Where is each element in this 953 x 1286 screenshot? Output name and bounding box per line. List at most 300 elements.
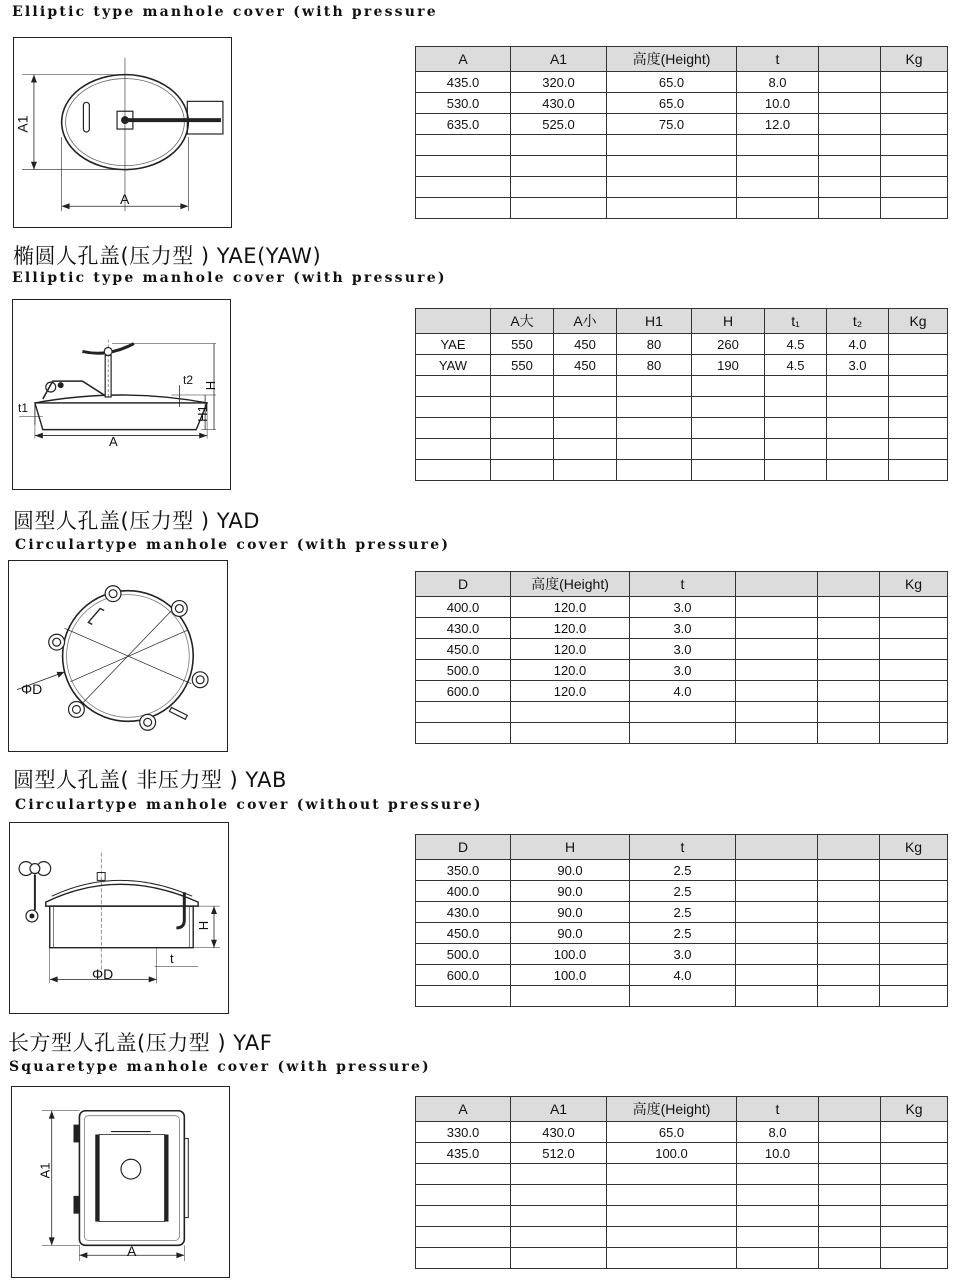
table-cell (416, 418, 491, 439)
dim-a-label: A (120, 191, 130, 207)
table-row (416, 723, 948, 744)
col-header (819, 1097, 881, 1122)
table-cell (736, 639, 818, 660)
col-header: t (737, 47, 819, 72)
table-cell (607, 1185, 737, 1206)
table-cell (607, 135, 737, 156)
dim-d-label: ΦD (92, 966, 114, 982)
table-cell (818, 702, 880, 723)
table-cell (617, 397, 692, 418)
table-cell (818, 944, 880, 965)
table-row (416, 860, 948, 881)
table-cell (889, 376, 948, 397)
col-header: t (630, 572, 736, 597)
table-cell: 400.0 (416, 881, 511, 902)
table-cell (607, 156, 737, 177)
table-cell: 10.0 (737, 1143, 819, 1164)
table-cell (416, 723, 511, 744)
col-header: A (416, 1097, 511, 1122)
table-cell (880, 618, 948, 639)
col-header: H (511, 835, 630, 860)
section5-title-en: Squaretype manhole cover (with pressure) (9, 1059, 431, 1075)
table-cell: 500.0 (416, 660, 511, 681)
table-cell: 80 (617, 334, 692, 355)
table-cell: 10.0 (737, 93, 819, 114)
table-cell (491, 439, 554, 460)
table-cell (511, 135, 607, 156)
table-cell (827, 418, 889, 439)
dim-t1-label: t1 (18, 401, 29, 415)
section2-title-en: Elliptic type manhole cover (with pressure) (12, 270, 447, 286)
table-cell: 4.5 (765, 355, 827, 376)
col-header: A (416, 47, 511, 72)
table-cell (880, 944, 948, 965)
table-cell (819, 135, 881, 156)
table-cell (416, 376, 491, 397)
table-cell (511, 177, 607, 198)
table-cell (827, 397, 889, 418)
table-cell (881, 1164, 948, 1185)
table-cell (881, 1206, 948, 1227)
table-row (416, 1248, 948, 1269)
table-cell: 430.0 (511, 1122, 607, 1143)
table-row (416, 1143, 948, 1164)
col-header (416, 309, 491, 334)
table-cell (416, 1227, 511, 1248)
section3-title-zh: 圆型人孔盖(压力型 ) YAD (13, 509, 260, 533)
dim-a-label: A (127, 1243, 137, 1259)
table-row (416, 639, 948, 660)
table-cell (736, 881, 818, 902)
table-cell: 330.0 (416, 1122, 511, 1143)
col-header: D (416, 572, 511, 597)
section3-title-en: Circulartype manhole cover (with pressure) (15, 537, 451, 553)
table-cell (765, 439, 827, 460)
table-cell (491, 397, 554, 418)
table-cell (889, 418, 948, 439)
table-row (416, 72, 948, 93)
table-cell (880, 723, 948, 744)
table-cell (880, 702, 948, 723)
table-cell (765, 418, 827, 439)
table-cell: 4.0 (630, 681, 736, 702)
col-header: Kg (881, 1097, 948, 1122)
table-cell (881, 72, 948, 93)
table-cell (736, 860, 818, 881)
table-row (416, 397, 948, 418)
table-cell (880, 639, 948, 660)
col-header: t₁ (765, 309, 827, 334)
table-row (416, 355, 948, 376)
table-cell: 530.0 (416, 93, 511, 114)
table-cell (819, 198, 881, 219)
col-header: H1 (617, 309, 692, 334)
circular-yab-drawing (9, 822, 229, 1014)
table-cell (819, 114, 881, 135)
section5-title-zh: 长方型人孔盖(压力型 ) YAF (8, 1031, 273, 1055)
table-cell (736, 660, 818, 681)
elliptic-yae-drawing (12, 299, 231, 490)
table-cell (416, 460, 491, 481)
table-cell (819, 1143, 881, 1164)
table-cell (889, 397, 948, 418)
table-cell (617, 376, 692, 397)
spec-table-circular-yab (415, 834, 948, 1007)
table-row (416, 923, 948, 944)
table-cell (819, 1206, 881, 1227)
table-cell: 8.0 (737, 1122, 819, 1143)
table-cell (511, 702, 630, 723)
table-cell: 3.0 (630, 660, 736, 681)
table-cell (881, 93, 948, 114)
table-cell (736, 965, 818, 986)
dim-a1-label: A1 (14, 115, 31, 133)
table-cell (511, 1185, 607, 1206)
table-cell (736, 723, 818, 744)
table-cell: 3.0 (827, 355, 889, 376)
table-cell (881, 198, 948, 219)
table-cell (736, 681, 818, 702)
table-cell (554, 460, 617, 481)
table-row (416, 1185, 948, 1206)
table-cell (818, 597, 880, 618)
table-cell (736, 597, 818, 618)
table-cell (737, 1227, 819, 1248)
table-cell (617, 439, 692, 460)
table-cell: 90.0 (511, 881, 630, 902)
table-cell (881, 1143, 948, 1164)
table-cell: 4.0 (827, 334, 889, 355)
table-cell: 3.0 (630, 639, 736, 660)
table-cell (889, 334, 948, 355)
table-cell (819, 1248, 881, 1269)
table-cell (880, 902, 948, 923)
table-row (416, 439, 948, 460)
table-row (416, 177, 948, 198)
spec-table-square-yaf (415, 1096, 948, 1269)
table-cell (827, 460, 889, 481)
table-cell (889, 460, 948, 481)
table-cell (554, 376, 617, 397)
dim-a1-label: A1 (37, 1162, 53, 1179)
table-cell (819, 156, 881, 177)
table-cell (511, 156, 607, 177)
table-cell (416, 986, 511, 1007)
table-cell (630, 986, 736, 1007)
dim-a-label: A (109, 434, 118, 449)
table-cell (818, 681, 880, 702)
table-cell (881, 135, 948, 156)
table-cell: 90.0 (511, 860, 630, 881)
spec-table-elliptic (415, 46, 948, 219)
table-cell: 120.0 (511, 639, 630, 660)
table-cell (880, 660, 948, 681)
table-cell (819, 1185, 881, 1206)
table-cell (416, 702, 511, 723)
table-cell (511, 986, 630, 1007)
col-header: 高度(Height) (511, 572, 630, 597)
table-cell: 65.0 (607, 72, 737, 93)
table-cell: YAE (416, 334, 491, 355)
table-cell (491, 460, 554, 481)
table-row (416, 660, 948, 681)
table-cell (818, 660, 880, 681)
table-cell (737, 177, 819, 198)
table-cell (819, 72, 881, 93)
table-cell (881, 1122, 948, 1143)
table-cell (819, 1227, 881, 1248)
table-cell (880, 881, 948, 902)
table-cell (692, 439, 765, 460)
col-header: Kg (889, 309, 948, 334)
dim-h-label: H (196, 920, 212, 931)
table-cell (881, 1248, 948, 1269)
dim-d-label: ΦD (21, 681, 43, 697)
table-cell: 4.0 (630, 965, 736, 986)
table-cell (818, 986, 880, 1007)
table-cell: 450 (554, 355, 617, 376)
table-cell (416, 135, 511, 156)
table-row (416, 460, 948, 481)
table-cell (416, 1248, 511, 1269)
table-cell (607, 1248, 737, 1269)
table-cell: 2.5 (630, 902, 736, 923)
table-cell (818, 965, 880, 986)
table-cell: 12.0 (737, 114, 819, 135)
table-cell (511, 1248, 607, 1269)
table-row (416, 618, 948, 639)
table-cell (737, 1185, 819, 1206)
table-cell (889, 355, 948, 376)
table-cell (818, 881, 880, 902)
col-header (818, 572, 880, 597)
col-header: A小 (554, 309, 617, 334)
table-cell: 550 (491, 355, 554, 376)
table-cell (491, 418, 554, 439)
table-cell (736, 902, 818, 923)
col-header: A1 (511, 1097, 607, 1122)
table-cell (416, 156, 511, 177)
table-row (416, 965, 948, 986)
table-cell: 500.0 (416, 944, 511, 965)
table-cell: 90.0 (511, 923, 630, 944)
square-yaf-drawing (11, 1086, 230, 1278)
table-cell (607, 198, 737, 219)
table-cell (736, 618, 818, 639)
table-row (416, 198, 948, 219)
table-cell: 80 (617, 355, 692, 376)
table-cell (880, 860, 948, 881)
table-cell (736, 944, 818, 965)
table-cell: 450.0 (416, 923, 511, 944)
col-header: t₂ (827, 309, 889, 334)
col-header: t (630, 835, 736, 860)
col-header (736, 835, 818, 860)
table-cell (491, 376, 554, 397)
col-header (818, 835, 880, 860)
table-row (416, 334, 948, 355)
table-cell (736, 923, 818, 944)
section4-title-en: Circulartype manhole cover (without pressure) (15, 797, 483, 813)
table-cell (818, 639, 880, 660)
table-row (416, 93, 948, 114)
dim-t-label: t (170, 951, 174, 966)
table-cell (617, 460, 692, 481)
table-cell (416, 1206, 511, 1227)
table-cell (889, 439, 948, 460)
table-cell: 430.0 (416, 902, 511, 923)
table-row (416, 135, 948, 156)
table-cell: 525.0 (511, 114, 607, 135)
table-cell (881, 156, 948, 177)
table-cell: 120.0 (511, 597, 630, 618)
table-cell (416, 1185, 511, 1206)
col-header: Kg (880, 572, 948, 597)
table-cell (880, 965, 948, 986)
table-row (416, 681, 948, 702)
table-cell: 600.0 (416, 681, 511, 702)
table-cell: 2.5 (630, 881, 736, 902)
table-cell (554, 397, 617, 418)
table-cell: 120.0 (511, 681, 630, 702)
table-cell: 100.0 (607, 1143, 737, 1164)
table-cell: 100.0 (511, 965, 630, 986)
table-cell (765, 376, 827, 397)
table-cell: 90.0 (511, 902, 630, 923)
table-cell (818, 860, 880, 881)
table-cell (737, 1164, 819, 1185)
col-header (819, 47, 881, 72)
table-cell (692, 460, 765, 481)
table-cell (819, 1164, 881, 1185)
table-cell (881, 114, 948, 135)
table-cell: 350.0 (416, 860, 511, 881)
table-cell: 450.0 (416, 639, 511, 660)
table-cell (630, 702, 736, 723)
table-cell (511, 1227, 607, 1248)
table-cell (880, 923, 948, 944)
table-cell (416, 1164, 511, 1185)
table-cell (765, 397, 827, 418)
elliptic-cover-drawing (13, 37, 232, 228)
table-row (416, 114, 948, 135)
table-cell (736, 702, 818, 723)
table-cell (819, 1122, 881, 1143)
table-cell (692, 376, 765, 397)
table-cell (818, 618, 880, 639)
table-cell (607, 1227, 737, 1248)
table-cell (818, 923, 880, 944)
table-row (416, 1164, 948, 1185)
table-cell (737, 198, 819, 219)
table-cell: 2.5 (630, 923, 736, 944)
table-row (416, 881, 948, 902)
col-header: A大 (491, 309, 554, 334)
dim-t2-label: t2 (183, 373, 194, 387)
table-cell: 512.0 (511, 1143, 607, 1164)
table-cell (765, 460, 827, 481)
table-cell: 120.0 (511, 618, 630, 639)
table-cell: YAW (416, 355, 491, 376)
table-cell (880, 986, 948, 1007)
table-cell: 75.0 (607, 114, 737, 135)
table-cell: 430.0 (511, 93, 607, 114)
dim-h1-label: H1 (194, 405, 210, 422)
table-cell (511, 1164, 607, 1185)
table-row (416, 376, 948, 397)
table-row (416, 1227, 948, 1248)
table-cell (416, 198, 511, 219)
table-cell (881, 1227, 948, 1248)
table-cell (617, 418, 692, 439)
section4-title-zh: 圆型人孔盖( 非压力型 ) YAB (13, 768, 287, 792)
col-header: H (692, 309, 765, 334)
col-header (736, 572, 818, 597)
table-cell: 3.0 (630, 597, 736, 618)
table-cell (511, 1206, 607, 1227)
table-cell (416, 397, 491, 418)
table-cell (880, 681, 948, 702)
spec-table-circular-yad (415, 571, 948, 744)
table-cell (827, 439, 889, 460)
table-cell: 65.0 (607, 1122, 737, 1143)
table-cell (607, 1164, 737, 1185)
table-cell: 635.0 (416, 114, 511, 135)
table-cell (880, 597, 948, 618)
table-cell: 600.0 (416, 965, 511, 986)
table-row (416, 986, 948, 1007)
table-cell: 8.0 (737, 72, 819, 93)
col-header: D (416, 835, 511, 860)
table-cell (819, 93, 881, 114)
table-cell: 120.0 (511, 660, 630, 681)
table-cell: 320.0 (511, 72, 607, 93)
col-header: 高度(Height) (607, 47, 737, 72)
table-cell (818, 723, 880, 744)
section2-title-zh: 椭圆人孔盖(压力型 ) YAE(YAW) (13, 244, 322, 268)
table-row (416, 1122, 948, 1143)
table-row (416, 944, 948, 965)
table-cell (736, 986, 818, 1007)
table-cell: 4.5 (765, 334, 827, 355)
table-cell: 100.0 (511, 944, 630, 965)
table-row (416, 418, 948, 439)
table-cell (630, 723, 736, 744)
table-cell: 400.0 (416, 597, 511, 618)
table-cell (554, 439, 617, 460)
table-cell (818, 902, 880, 923)
table-cell: 435.0 (416, 72, 511, 93)
section1-title-en: Elliptic type manhole cover (with pressure (12, 4, 438, 20)
col-header: A1 (511, 47, 607, 72)
table-cell: 3.0 (630, 944, 736, 965)
table-cell (881, 1185, 948, 1206)
table-cell: 435.0 (416, 1143, 511, 1164)
table-cell (819, 177, 881, 198)
table-cell (607, 1206, 737, 1227)
table-cell (416, 439, 491, 460)
table-cell: 260 (692, 334, 765, 355)
table-cell: 2.5 (630, 860, 736, 881)
table-row (416, 702, 948, 723)
table-cell (881, 177, 948, 198)
col-header: t (737, 1097, 819, 1122)
table-cell: 3.0 (630, 618, 736, 639)
table-cell (511, 723, 630, 744)
table-cell (416, 177, 511, 198)
spec-table-elliptic-yae (415, 308, 948, 481)
table-row (416, 597, 948, 618)
